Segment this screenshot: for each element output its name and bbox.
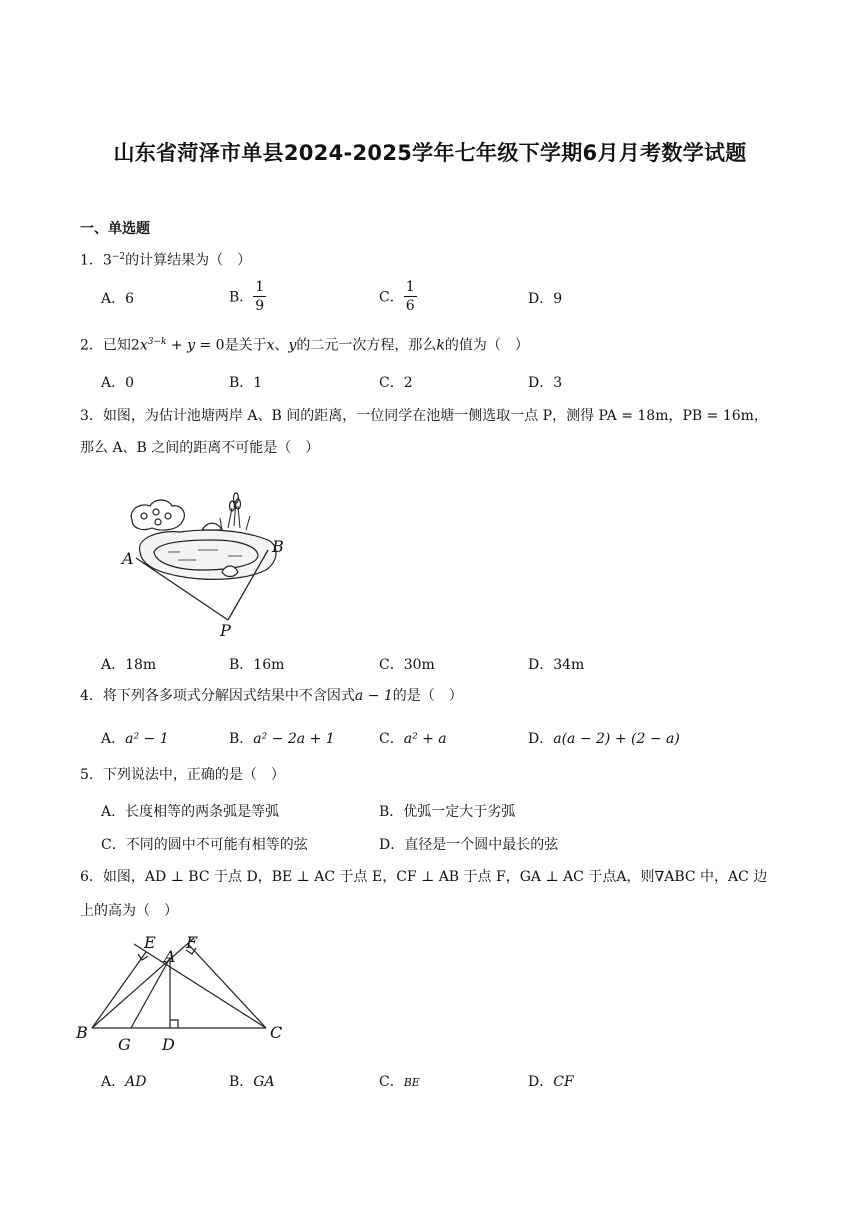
label-g: G [118,1035,131,1054]
var-k: k [436,337,445,354]
option-expr: BE [403,1076,420,1089]
option-d: D．3 [528,375,563,391]
option-expr: CF [553,1074,574,1090]
pond-figure [118,490,298,640]
separator: 、 [274,337,289,354]
option-label: C． [379,1074,404,1090]
var-x: x [266,337,275,354]
equation-exponent: 3−k [147,337,167,347]
question-5: 5．下列说法中，正确的是（ ） [80,767,285,783]
option-a: A．6 [101,291,135,307]
option-label: D． [528,731,554,747]
label-f: F [186,933,198,952]
question-text: 的计算结果为（ ） [125,252,252,269]
option-b: B．16m [229,657,285,673]
option-label: C． [379,289,404,306]
option-d [528,1071,574,1091]
option-expr: GA [253,1074,275,1090]
power-exponent: −2 [111,252,126,262]
numerator: 1 [255,279,265,295]
option-c: C．2 [379,375,413,391]
factor-expr: a − 1 [354,688,393,704]
fraction [404,278,417,315]
question-text: 的二元一次方程，那么 [296,337,437,354]
label-b: B [76,1023,88,1042]
question-6-line-2: 上的高为（ ） [80,903,178,919]
question-text: 的是（ ） [392,688,463,704]
option-label: A． [101,731,126,747]
equation-coef: 2 [130,337,140,354]
option-label: C． [379,731,404,747]
option-label: D． [528,1074,554,1090]
equation-op: + [166,337,188,354]
option-b: B．1 [229,375,263,391]
question-text: 已知 [102,337,131,354]
option-d [528,728,680,748]
section-heading: 一、单选题 [80,221,150,237]
option-label: B． [229,289,254,306]
option-label: B． [229,731,254,747]
option-b: B．优弧一定大于劣弧 [379,804,516,820]
label-d: D [162,1035,175,1054]
option-d: D．9 [528,291,563,307]
var-y: y [288,337,297,354]
question-6-line-1: 6．如图，AD ⊥ BC 于点 D，BE ⊥ AC 于点 E，CF ⊥ AB 于点 F，GA ⊥ AC 于点A，则∇ABC 中，AC 边 [80,869,768,885]
equation-var-x: x [139,337,148,354]
option-a [101,1071,146,1091]
option-d: D．34m [528,657,585,673]
option-c: C．不同的圆中不可能有相等的弦 [101,837,308,853]
option-c [379,1071,420,1091]
option-c [379,278,417,315]
option-b [229,728,335,748]
label-a: A [164,947,176,966]
denominator: 9 [255,298,265,314]
option-expr: a² + a [403,731,447,747]
question-number: 1． [80,252,103,269]
question-4 [80,686,463,706]
question-2 [80,332,529,356]
question-number: 2． [80,337,103,354]
option-d: D．直径是一个圆中最长的弦 [379,837,559,853]
option-label: B． [229,1074,254,1090]
question-text: 的值为（ ） [444,337,529,354]
label-e: E [144,933,156,952]
page-title: 山东省菏泽市单县2024-2025学年七年级下学期6月月考数学试题 [113,141,747,165]
power-base: 3 [102,252,112,269]
question-text: 是关于 [224,337,267,354]
option-c [379,728,447,748]
triangle-figure [74,930,294,1060]
label-c: C [270,1023,283,1042]
denominator: 6 [405,298,415,314]
equation-var-y: y [187,337,196,354]
label-p: P [220,621,231,640]
question-text: 4．将下列各多项式分解因式结果中不含因式 [80,688,355,704]
fraction [253,278,266,315]
numerator: 1 [405,279,415,295]
option-expr: a(a − 2) + (2 − a) [553,731,680,747]
question-1 [80,247,251,271]
label-b: B [272,537,284,556]
option-expr: a² − 2a + 1 [253,731,335,747]
question-3-line-2: 那么 A、B 之间的距离不可能是（ ） [80,440,320,456]
option-c: C．30m [379,657,435,673]
option-a [101,728,169,748]
option-b [229,278,266,315]
option-b [229,1071,275,1091]
equation-rhs: = 0 [195,337,225,354]
label-a: A [122,549,134,568]
option-label: A． [101,1074,126,1090]
question-3-line-1: 3．如图，为估计池塘两岸 A、B 间的距离，一位同学在池塘一侧选取一点 P，测得 PA = 18m，PB = 16m， [80,408,768,424]
option-a: A．18m [101,657,157,673]
option-a: A．长度相等的两条弧是等弧 [101,804,280,820]
option-expr: a² − 1 [125,731,169,747]
option-a: A．0 [101,375,135,391]
option-expr: AD [125,1074,147,1090]
